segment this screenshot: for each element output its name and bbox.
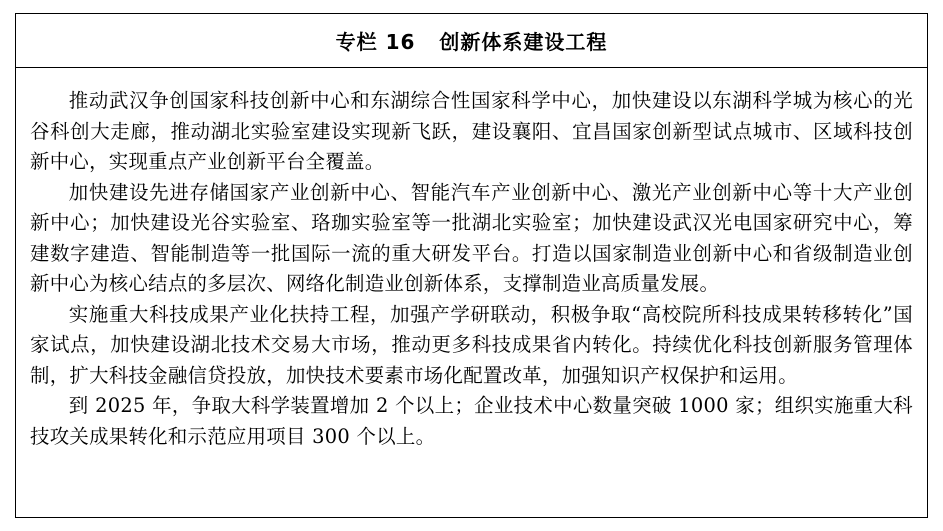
column-title: 专栏 16 创新体系建设工程 — [335, 30, 608, 54]
paragraph-3: 实施重大科技成果产业化扶持工程，加强产学研联动，积极争取“高校院所科技成果转移转化”国家试点，加快建设湖北技术交易大市场，推动更多科技成果省内转化。持续优化科技创新服务管理体制，扩大科技金融信贷投放，加快技术要素市场化配置改革，加强知识产权保护和运用。 — [30, 302, 913, 387]
paragraph-1: 推动武汉争创国家科技创新中心和东湖综合性国家科学中心，加快建设以东湖科学城为核心的光谷科创大走廊，推动湖北实验室建设实现新飞跃，建设襄阳、宜昌国家创新型试点城市、区域科技创新中心，实现重点产业创新平台全覆盖。 — [30, 89, 913, 173]
column-body — [16, 68, 927, 452]
column-header — [16, 14, 927, 68]
column-box — [15, 13, 928, 518]
paragraph-2: 加快建设先进存储国家产业创新中心、智能汽车产业创新中心、激光产业创新中心等十大产业创新中心；加快建设光谷实验室、珞珈实验室等一批湖北实验室；加快建设武汉光电国家研究中心，筹建数字建造、智能制造等一批国际一流的重大研发平台。打造以国家制造业创新中心和省级制造业创新中心为核心结点的多层次、网络化制造业创新体系，支撑制造业高质量发展。 — [30, 180, 913, 295]
paragraph-4: 到 2025 年，争取大科学装置增加 2 个以上；企业技术中心数量突破 1000 家；组织实施重大科技攻关成果转化和示范应用项目 300 个以上。 — [30, 394, 913, 448]
